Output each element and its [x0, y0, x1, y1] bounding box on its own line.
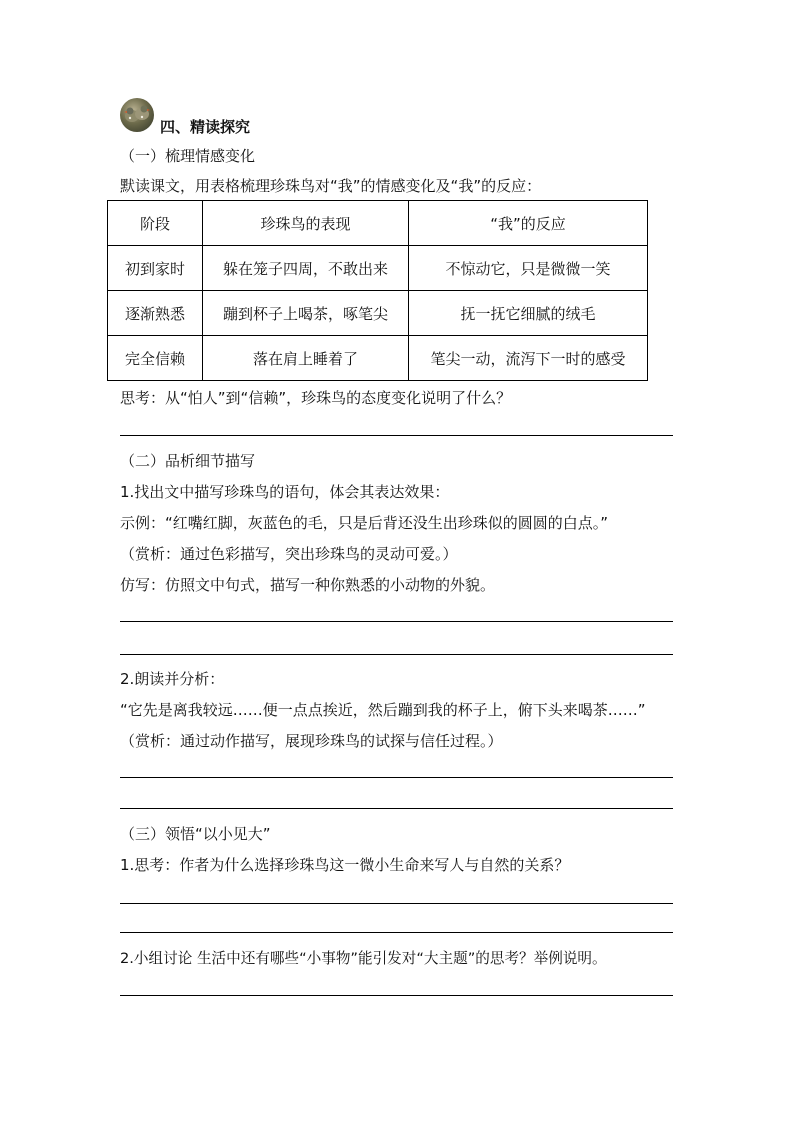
part1-heading: （一）梳理情感变化: [120, 147, 256, 165]
answer-line: [120, 435, 673, 436]
answer-line: [120, 654, 673, 655]
part2-imitate-task: 仿写：仿照文中句式，描写一种你熟悉的小动物的外貌。: [120, 576, 496, 594]
part3-question-1: 1.思考：作者为什么选择珍珠鸟这一微小生命来写人与自然的关系？: [120, 856, 570, 874]
table-row: [108, 291, 648, 336]
table-cell: 逐渐熟悉: [108, 291, 203, 336]
table-header-cell: “我”的反应: [409, 201, 648, 246]
table-row: [108, 246, 648, 291]
part2-example: 示例：“红嘴红脚，灰蓝色的毛，只是后背还没生出珍珠似的圆圆的白点。”: [120, 514, 609, 532]
answer-line: [120, 903, 673, 904]
part3-heading: （三）领悟“以小见大”: [120, 825, 271, 843]
part1-think-question: 思考：从“怕人”到“信赖”，珍珠鸟的态度变化说明了什么？: [120, 389, 512, 407]
table-header-cell: 阶段: [108, 201, 203, 246]
table-cell: 抚一抚它细腻的绒毛: [409, 291, 648, 336]
part2-heading: （二）品析细节描写: [120, 452, 256, 470]
bird-photo-icon: [120, 98, 154, 132]
table-row: [108, 336, 648, 381]
answer-line: [120, 621, 673, 622]
emotion-table: [107, 200, 648, 381]
table-cell: 蹦到杯子上喝茶，啄笔尖: [203, 291, 409, 336]
answer-line: [120, 995, 673, 996]
part2-quote-note: （赏析：通过动作描写，展现珍珠鸟的试探与信任过程。）: [120, 732, 503, 750]
table-header-row: [108, 201, 648, 246]
table-header-cell: 珍珠鸟的表现: [203, 201, 409, 246]
part2-example-note: （赏析：通过色彩描写，突出珍珠鸟的灵动可爱。）: [120, 545, 458, 563]
table-cell: 初到家时: [108, 246, 203, 291]
part3-question-2: 2.小组讨论 生活中还有哪些“小事物”能引发对“大主题”的思考？举例说明。: [120, 950, 607, 967]
table-cell: 躲在笼子四周，不敢出来: [203, 246, 409, 291]
answer-line: [120, 777, 673, 778]
part2-question-1: 1.找出文中描写珍珠鸟的语句，体会其表达效果：: [120, 483, 450, 501]
table-cell: 笔尖一动，流泻下一时的感受: [409, 336, 648, 381]
answer-line: [120, 932, 673, 933]
part2-quote: “它先是离我较远……便一点点挨近，然后蹦到我的杯子上，俯下头来喝茶……”: [120, 701, 646, 719]
table-cell: 不惊动它，只是微微一笑: [409, 246, 648, 291]
answer-line: [120, 808, 673, 809]
part1-instruction: 默读课文，用表格梳理珍珠鸟对“我”的情感变化及“我”的反应：: [120, 177, 542, 195]
section-title: 四、精读探究: [160, 118, 251, 136]
part2-question-2: 2.朗读并分析：: [120, 670, 225, 688]
table-cell: 完全信赖: [108, 336, 203, 381]
table-cell: 落在肩上睡着了: [203, 336, 409, 381]
